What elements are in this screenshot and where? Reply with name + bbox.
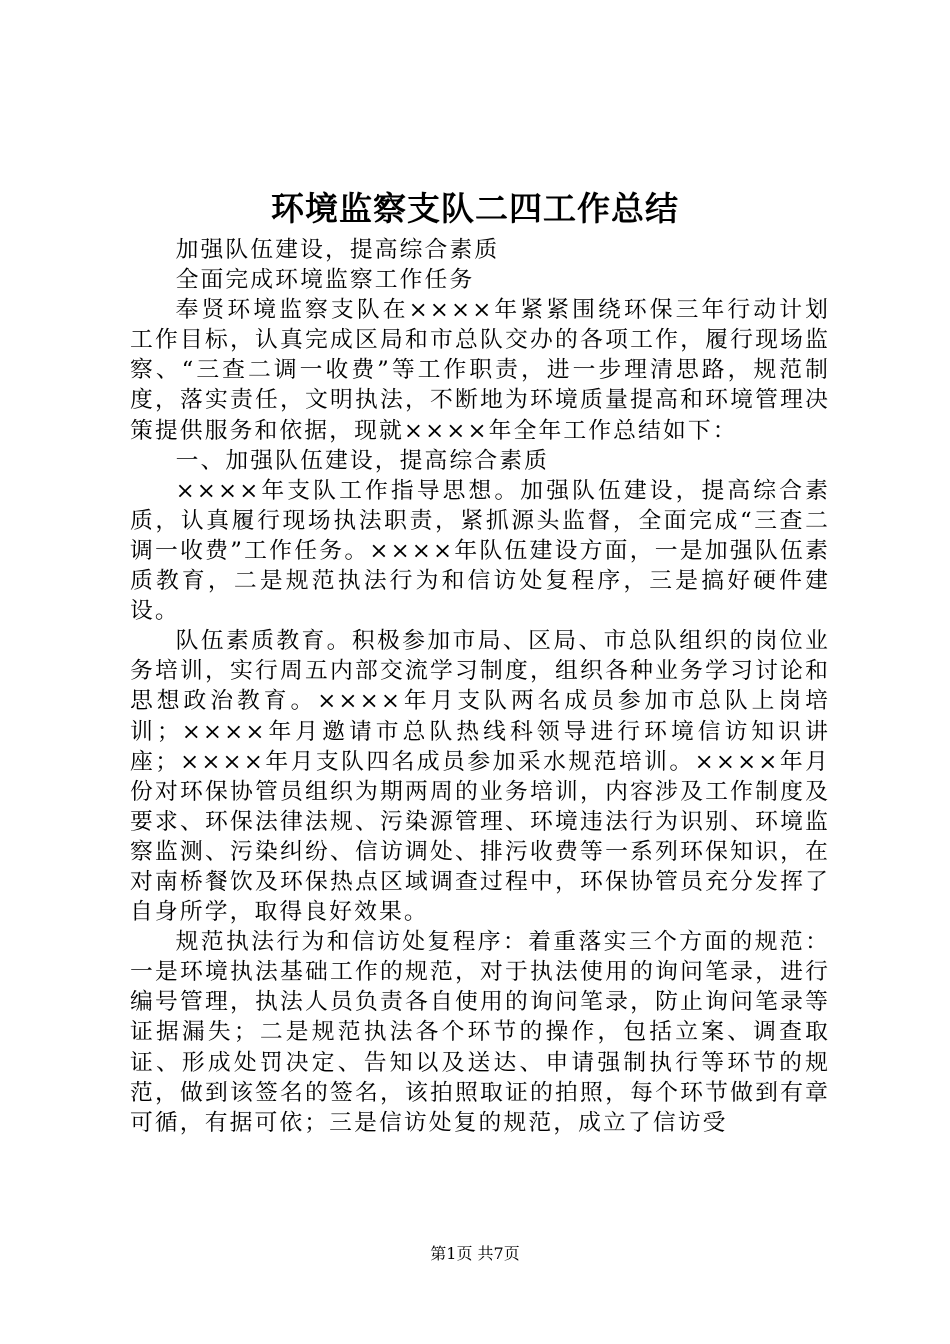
document-title: 环境监察支队二四工作总结 (271, 189, 679, 228)
page-number-footer: 第1页 共7页 (430, 1244, 520, 1263)
paragraph-enforcement-norms: 规范执法行为和信访处复程序：着重落实三个方面的规范：一是环境执法基础工作的规范，对于执法使用的询问笔录，进行编号管理，执法人员负责各自使用的询问笔录，防止询问笔录等证据漏失；二是规范执法各个环节的操作，包括立案、调查取证、形成处罚决定、告知以及送达、申请强制执行等环节的规范，做到该签名的签名，该拍照取证的拍照，每个环节做到有章可循，有据可依；三是信访处复的规范，成立了信访受 (130, 929, 830, 1136)
paragraph-team-education: 队伍素质教育。积极参加市局、区局、市总队组织的岗位业务培训，实行周五内部交流学习制度，组织各种业务学习讨论和思想政治教育。××××年月支队两名成员参加市总队上岗培训；××××年月邀请市总队热线科领导进行环境信访知识讲座；××××年月支队四名成员参加采水规范培训。××××年月份对环保协管员组织为期两周的业务培训，内容涉及工作制度及要求、环保法律法规、污染源管理、环境违法行为识别、环境监察监测、污染纠纷、信访调处、排污收费等一系列环保知识，在对南桥餐饮及环保热点区域调查过程中，环保协管员充分发挥了自身所学，取得良好效果。 (130, 628, 830, 926)
document-body (130, 235, 830, 1138)
paragraph-intro: 奉贤环境监察支队在××××年紧紧围绕环保三年行动计划工作目标，认真完成区局和市总队交办的各项工作，履行现场监察、“三查二调一收费”等工作职责，进一步理清思路，规范制度，落实责任，文明执法，不断地为环境质量提高和环境管理决策提供服务和依据，现就××××年全年工作总结如下： (130, 297, 830, 444)
paragraph-subtitle-1: 加强队伍建设，提高综合素质 (175, 237, 500, 263)
paragraph-guiding-thought: ××××年支队工作指导思想。加强队伍建设，提高综合素质，认真履行现场执法职责，紧抓源头监督，全面完成“三查二调一收费”工作任务。××××年队伍建设方面，一是加强队伍素质教育，二是规范执法行为和信访处复程序，三是搞好硬件建设。 (130, 477, 830, 625)
paragraph-subtitle-2: 全面完成环境监察工作任务 (175, 267, 475, 294)
section-heading-1: 一、加强队伍建设，提高综合素质 (175, 447, 550, 474)
